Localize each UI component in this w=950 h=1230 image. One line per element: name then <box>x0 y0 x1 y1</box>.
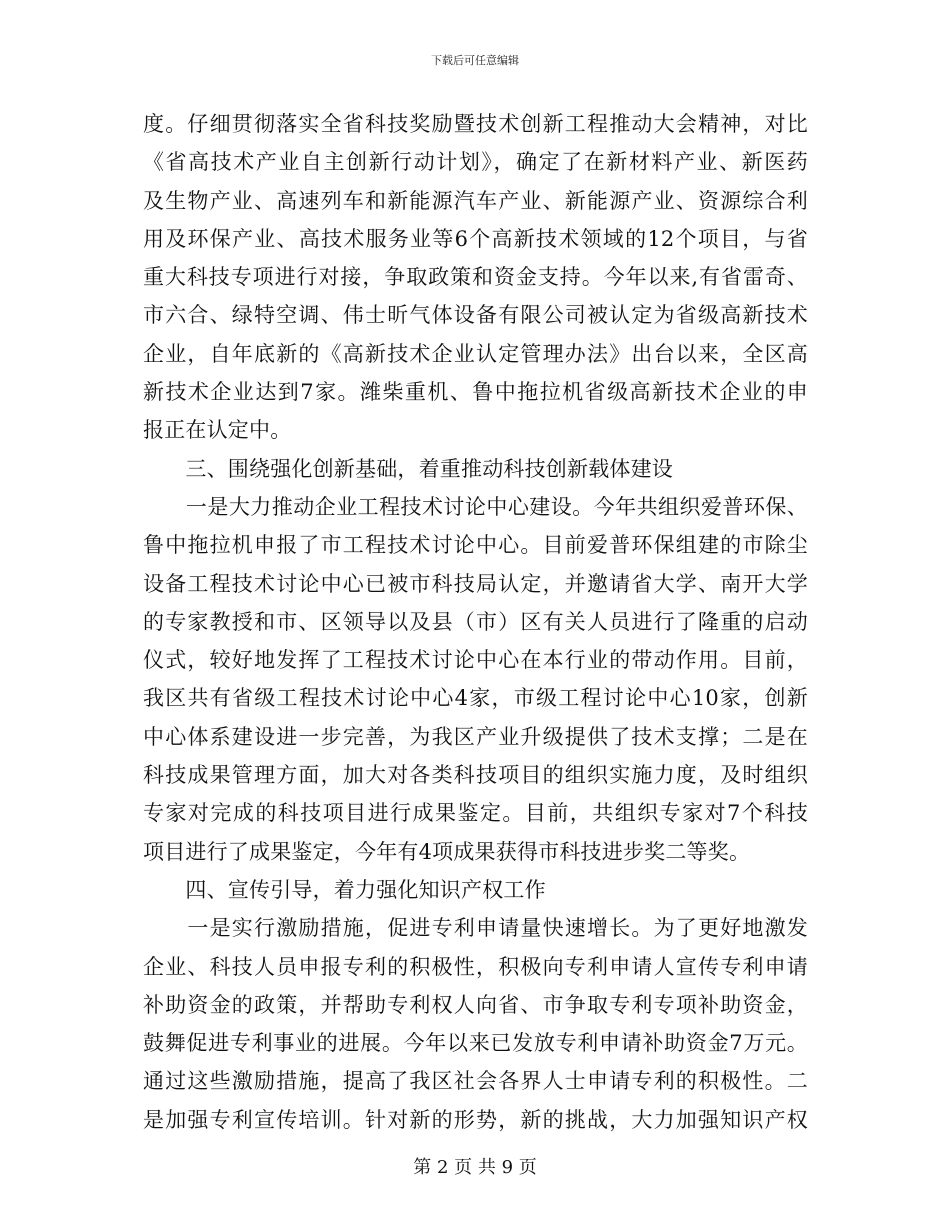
document-body <box>143 105 808 1139</box>
body-line: 专家对完成的科技项目进行成果鉴定。目前，共组织专家对7个科技 <box>143 801 808 826</box>
body-line: 鲁中拖拉机申报了市工程技术讨论中心。目前爱普环保组建的市除尘 <box>143 533 808 558</box>
body-line: 仪式，较好地发挥了工程技术讨论中心在本行业的带动作用。目前， <box>143 648 808 673</box>
body-line: 及生物产业、高速列车和新能源汽车产业、新能源产业、资源综合利 <box>143 188 808 213</box>
page-number-footer: 第 2 页 共 9 页 <box>413 1157 537 1178</box>
body-line: 是加强专利宣传培训。针对新的形势，新的挑战，大力加强知识产权 <box>143 1107 808 1132</box>
body-line: 项目进行了成果鉴定，今年有4项成果获得市科技进步奖二等奖。 <box>143 839 751 864</box>
body-line: 设备工程技术讨论中心已被市科技局认定，并邀请省大学、南开大学 <box>143 571 808 596</box>
body-line: 我区共有省级工程技术讨论中心4家，市级工程讨论中心10家，创新 <box>143 686 808 711</box>
section-heading-4: 四、宣传引导，着力强化知识产权工作 <box>143 877 546 902</box>
body-line: 中心体系建设进一步完善，为我区产业升级提供了技术支撑；二是在 <box>143 724 808 749</box>
page-header: 下载后可任意编辑 <box>431 54 519 67</box>
body-line: 市六合、绿特空调、伟士昕气体设备有限公司被认定为省级高新技术 <box>143 303 808 328</box>
section-heading-3: 三、围绕强化创新基础，着重推动科技创新载体建设 <box>143 456 673 481</box>
body-line: 一是大力推动企业工程技术讨论中心建设。今年共组织爱普环保、 <box>143 494 808 519</box>
body-line: 度。仔细贯彻落实全省科技奖励暨技术创新工程推动大会精神，对比 <box>143 112 808 136</box>
body-line: 科技成果管理方面，加大对各类科技项目的组织实施力度，及时组织 <box>143 763 808 788</box>
body-line: 《省高技术产业自主创新行动计划》，确定了在新材料产业、新医药 <box>143 150 808 175</box>
body-line: 企业，自年底新的《高新技术企业认定管理办法》出台以来，全区高 <box>143 341 808 366</box>
body-line: 用及环保产业、高技术服务业等6个高新技术领域的12个项目，与省 <box>143 226 808 251</box>
body-line: 通过这些激励措施，提高了我区社会各界人士申请专利的积极性。二 <box>143 1069 808 1094</box>
body-line: 补助资金的政策，并帮助专利权人向省、市争取专利专项补助资金， <box>143 992 808 1017</box>
body-line: 鼓舞促进专利事业的进展。今年以来已发放专利申请补助资金7万元。 <box>143 1031 808 1056</box>
body-line: 企业、科技人员申报专利的积极性，积极向专利申请人宣传专利申请 <box>143 954 808 979</box>
body-line: 报正在认定中。 <box>143 418 292 443</box>
body-line: 新技术企业达到7家。潍柴重机、鲁中拖拉机省级高新技术企业的申 <box>143 380 808 405</box>
body-line: 一是实行激励措施，促进专利申请量快速增长。为了更好地激发 <box>143 916 808 941</box>
body-line: 重大科技专项进行对接，争取政策和资金支持。今年以来,有省雷奇、 <box>143 265 808 290</box>
body-line: 的专家教授和市、区领导以及县（市）区有关人员进行了隆重的启动 <box>143 609 808 634</box>
